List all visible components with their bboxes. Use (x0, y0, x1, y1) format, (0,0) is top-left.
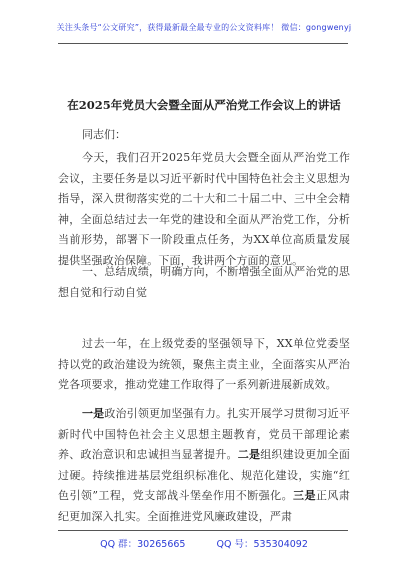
point-lead-3: 三是 (293, 489, 316, 502)
salutation: 同志们： (82, 128, 126, 141)
point-lead-2: 二是 (237, 448, 261, 461)
paragraph-text: 过去一年，在上级党委的坚强领导下，XX单位党委坚持以党的政治建设为统领，聚焦主责主业，全面落实从严治党各项要求，推动党建工作取得了一系列新进展新成效。 (58, 337, 350, 391)
paragraph-intro (58, 148, 350, 271)
footer-qq-number: QQ 号：535304092 (216, 539, 308, 550)
point-lead-1: 一是 (82, 407, 105, 420)
heading-text: 一、总结成绩，明确方向，不断增强全面从严治党的思想自觉和行动自觉 (58, 265, 350, 299)
header-note: 关注头条号“公文研究”，获得最新最全最专业的公文资料库！ 微信：gongwenyj (56, 23, 352, 32)
paragraph-summary (58, 334, 350, 396)
header-divider (58, 43, 348, 44)
point-text-3: 正风肃纪更加深入扎实。全面推进党风廉政建设，严肃 (58, 489, 350, 523)
document-title: 在2025年党员大会暨全面从严治党工作会议上的讲话 (67, 98, 341, 112)
section-heading (58, 262, 350, 303)
footer-divider (58, 530, 348, 531)
footer-qq-group: QQ 群：30265665 (100, 539, 186, 550)
point-text-1: 政治引领更加坚强有力。扎实开展学习贯彻习近平新时代中国特色社会主义思想主题教育，党员干部理论素养、政治意识和忠诚担当显著提升。 (58, 407, 350, 461)
paragraph-text (58, 404, 350, 527)
paragraph-achievements (58, 404, 350, 527)
paragraph-text: 今天，我们召开2025年党员大会暨全面从严治党工作会议，主要任务是以习近平新时代中国特色社会主义思想为指导，深入贯彻落实党的二十大和二十届二中、三中全会精神，全面总结过去一年党的建设和全面从严治党工作，分析当前形势，部署下一阶段重点任务，为XX单位高质量发展提供坚强政治保障。下面，我讲两个方面的意见。 (58, 151, 350, 267)
point-text-2: 组织建设更加全面过硬。持续推进基层党组织标准化、规范化建设，实施“红色引领”工程，党支部战斗堡垒作用不断强化。 (58, 448, 350, 502)
footer (0, 536, 408, 550)
